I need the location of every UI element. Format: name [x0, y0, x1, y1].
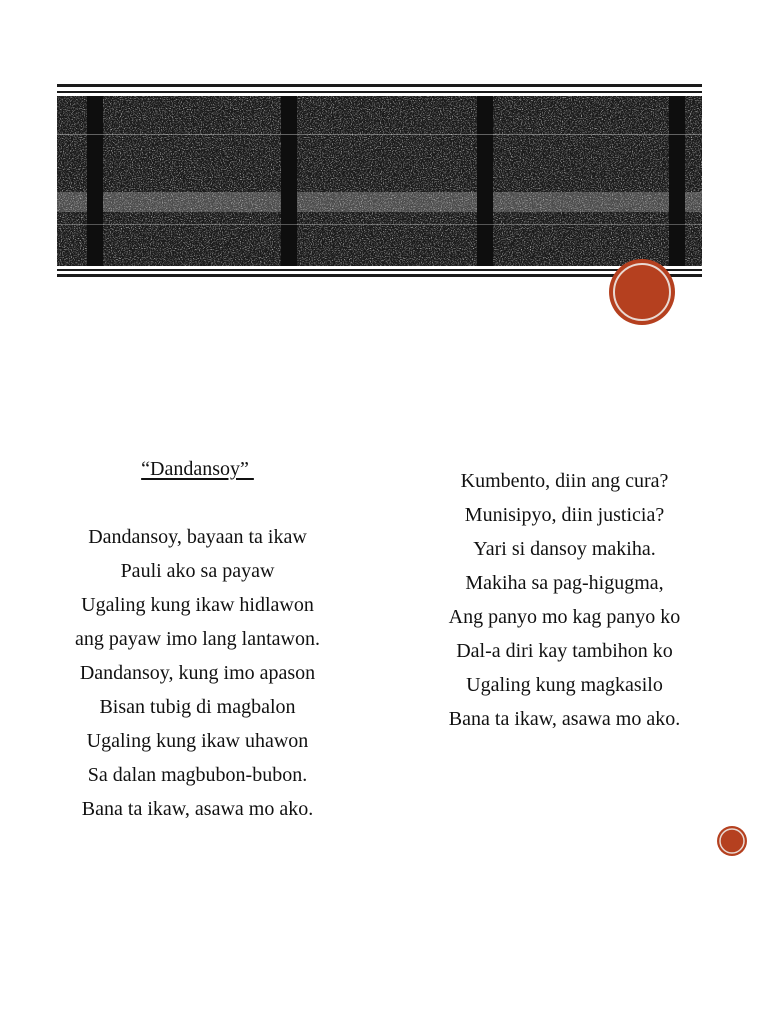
poem-line: Makiha sa pag-higugma,: [465, 572, 664, 594]
header-banner-image: [57, 84, 702, 278]
poem-column-right: [412, 464, 717, 736]
poem-line: Dal-a diri kay tambihon ko: [456, 640, 673, 662]
poem-line: Sa dalan magbubon-bubon.: [87, 764, 308, 786]
poem-line: Munisipyo, diin justicia?: [464, 504, 665, 526]
poem-line: Ugaling kung ikaw hidlawon: [81, 594, 314, 616]
poem-column-left: [45, 452, 350, 826]
poem-line: Ugaling kung magkasilo: [466, 674, 663, 696]
poem-line: ang payaw imo lang lantawon.: [75, 628, 320, 650]
banner-texture: [57, 84, 702, 278]
poem-line: Bana ta ikaw, asawa mo ako.: [81, 798, 314, 820]
poem-line: Dandansoy, kung imo apason: [79, 662, 316, 684]
accent-circle-large: [607, 257, 677, 327]
poem-line: Dandansoy, bayaan ta ikaw: [88, 526, 307, 548]
poem-line: Ugaling kung ikaw uhawon: [86, 730, 309, 752]
poem-title: “Dandansoy”: [141, 458, 254, 480]
poem-line: Yari si dansoy makiha.: [473, 538, 656, 560]
poem-line: Pauli ako sa payaw: [120, 560, 275, 582]
poem-line: Kumbento, diin ang cura?: [460, 470, 669, 492]
poem-line: Bisan tubig di magbalon: [99, 696, 296, 718]
poem-line: Ang panyo mo kag panyo ko: [448, 606, 681, 628]
poem-line: Bana ta ikaw, asawa mo ako.: [448, 708, 681, 730]
accent-circle-small: [716, 825, 748, 857]
